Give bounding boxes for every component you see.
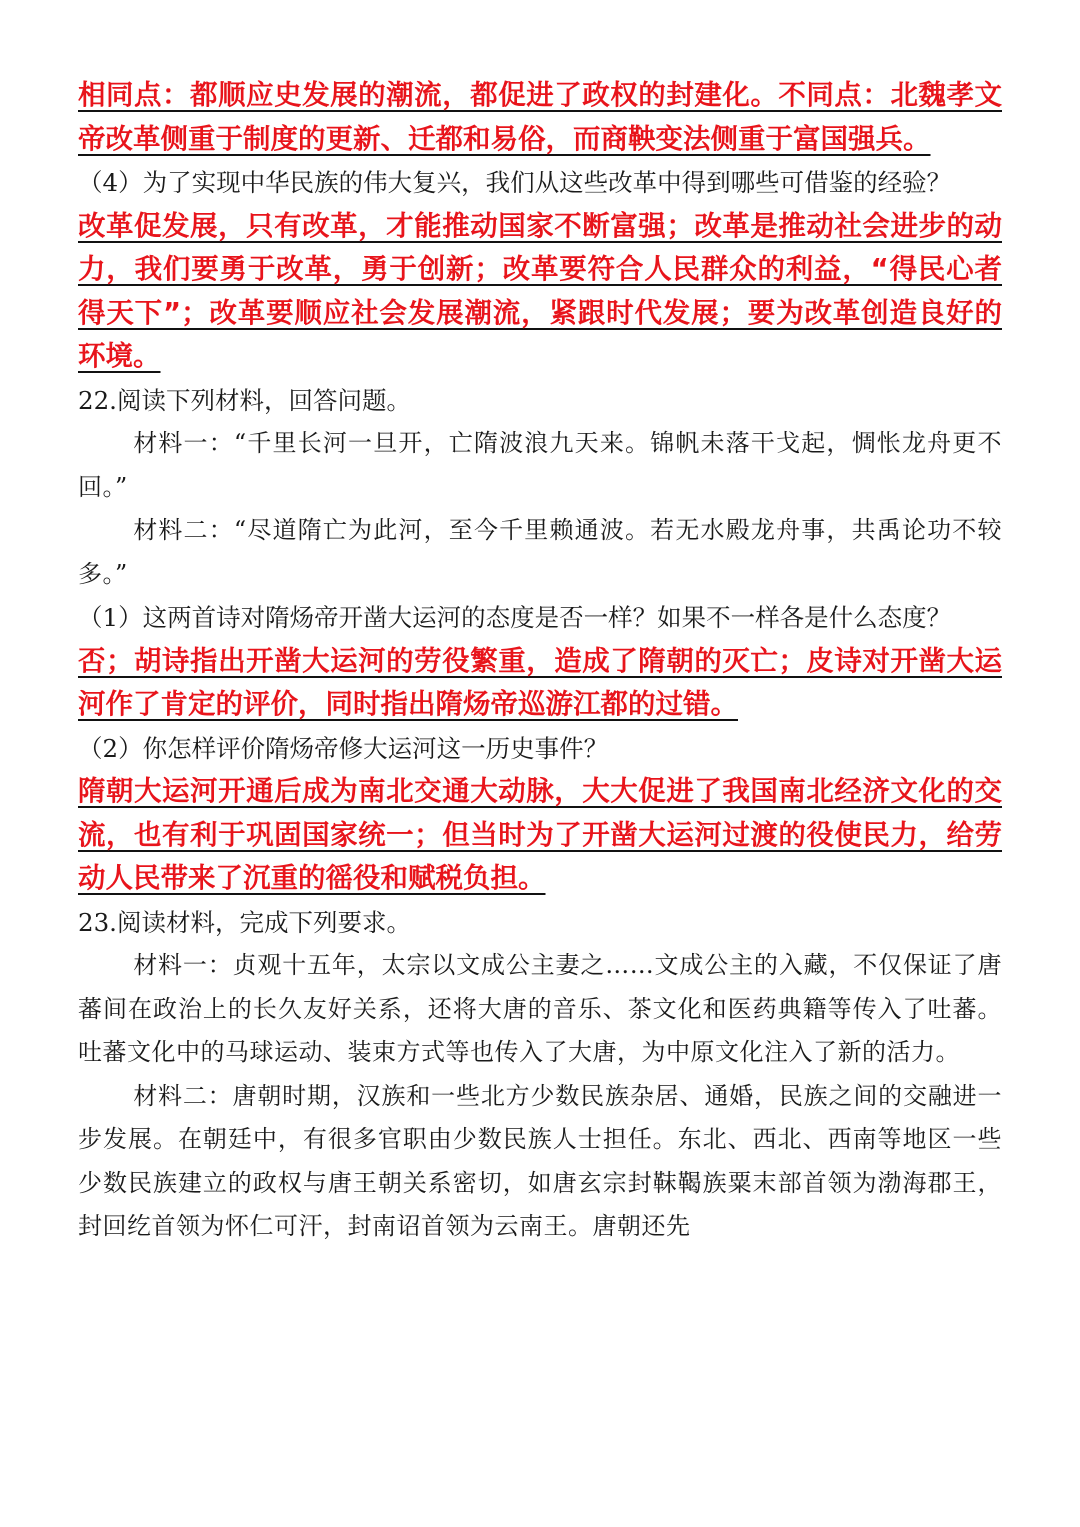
answer-21-3-text: 相同点：都顺应史发展的潮流，都促进了政权的封建化。不同点：北魏孝文帝改革侧重于制度的更新、迁都和易俗，而商鞅变法侧重于富国强兵。 — [78, 79, 1002, 155]
page-content — [78, 74, 1002, 1249]
material-23-2: 材料二：唐朝时期，汉族和一些北方少数民族杂居、通婚，民族之间的交融进一步发展。在朝廷中，有很多官职由少数民族人士担任。东北、西北、西南等地区一些少数民族建立的政权与唐王朝关系密切，如唐玄宗封靺鞨族粟末部首领为渤海郡王，封回纥首领为怀仁可汗，封南诏首领为云南王。唐朝还先 — [78, 1081, 1002, 1240]
question-21-4: （4）为了实现中华民族的伟大复兴，我们从这些改革中得到哪些可借鉴的经验？ — [78, 168, 952, 197]
question-22-1: （1）这两首诗对隋炀帝开凿大运河的态度是否一样？如果不一样各是什么态度？ — [78, 603, 952, 632]
material-22-2: 材料二：“尽道隋亡为此河，至今千里赖通波。若无水殿龙舟事，共禹论功不较多。” — [78, 516, 1002, 588]
question-22-2: （2）你怎样评价隋炀帝修大运河这一历史事件？ — [78, 733, 609, 763]
material-22-1: 材料一：“千里长河一旦开，亡隋波浪九天来。锦帆未落干戈起，惆怅龙舟更不回。” — [78, 429, 1002, 501]
answer-21-3 — [78, 74, 1002, 161]
answer-21-4-text: 改革促发展，只有改革，才能推动国家不断富强；改革是推动社会进步的动力，我们要勇于改革，勇于创新；改革要符合人民群众的利益，“得民心者得天下”；改革要顺应社会发展潮流，紧跟时代发展；要为改革创造良好的环境。 — [78, 209, 1002, 372]
answer-22-2 — [78, 770, 1002, 901]
answer-22-1-text: 否；胡诗指出开凿大运河的劳役繁重，造成了隋朝的灭亡；皮诗对开凿大运河作了肯定的评价，同时指出隋炀帝巡游江都的过错。 — [78, 644, 1002, 720]
question-23-title: 23.阅读材料，完成下列要求。 — [78, 907, 411, 937]
question-22-title: 22.阅读下列材料，回答问题。 — [78, 385, 411, 415]
material-23-1: 材料一：贞观十五年，太宗以文成公主妻之……文成公主的入藏，不仅保证了唐蕃间在政治上的长久友好关系，还将大唐的音乐、茶文化和医药典籍等传入了吐蕃。吐蕃文化中的马球运动、装束方式等也传入了大唐，为中原文化注入了新的活力。 — [78, 951, 1002, 1066]
answer-22-2-text: 隋朝大运河开通后成为南北交通大动脉，大大促进了我国南北经济文化的交流，也有利于巩固国家统一；但当时为了开凿大运河过渡的役使民力，给劳动人民带来了沉重的徭役和赋税负担。 — [78, 775, 1002, 894]
answer-21-4 — [78, 205, 1002, 379]
answer-22-1 — [78, 640, 1002, 727]
